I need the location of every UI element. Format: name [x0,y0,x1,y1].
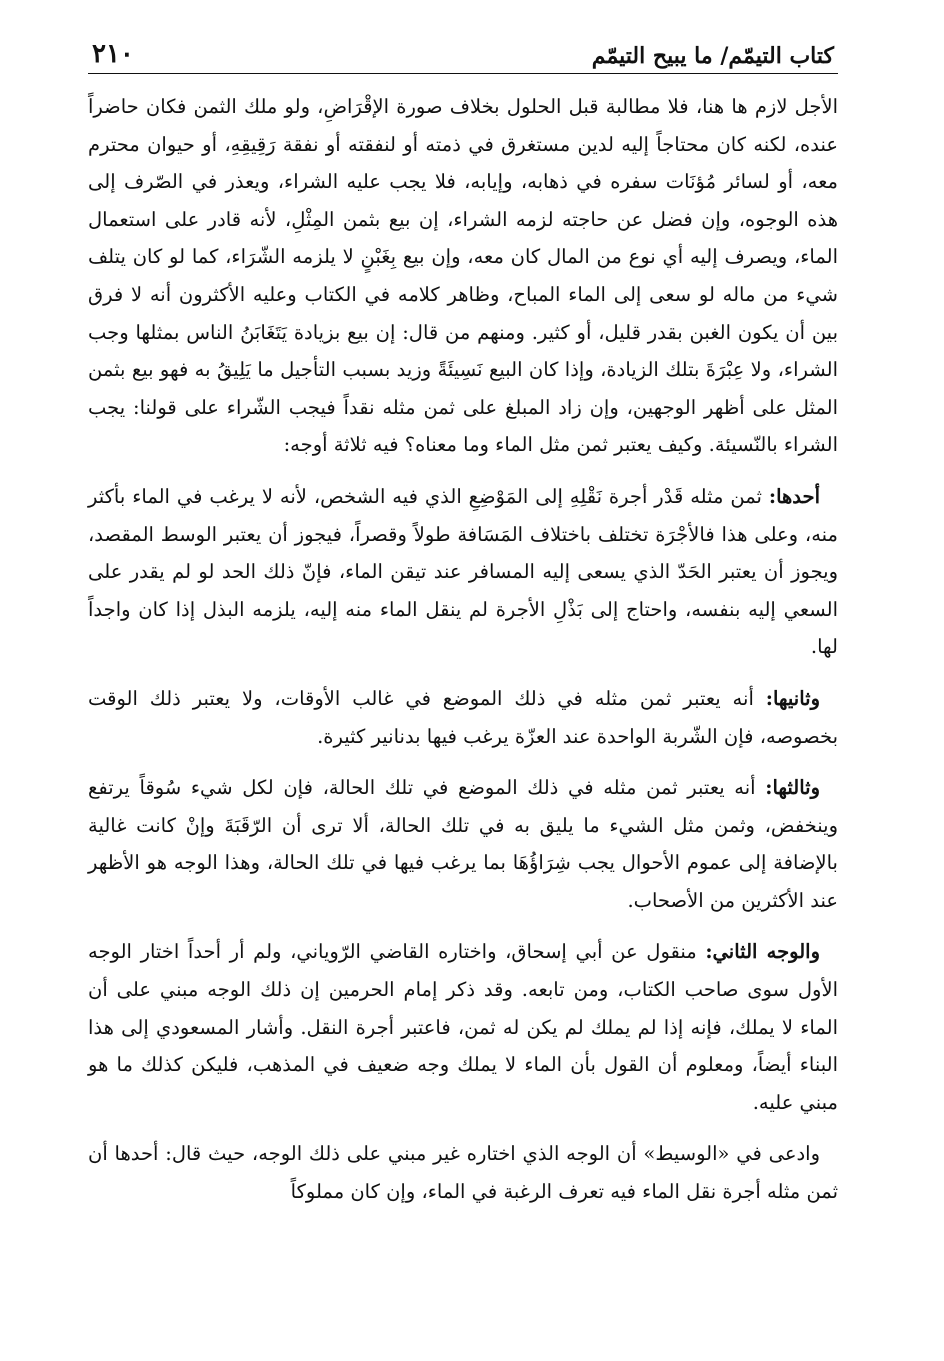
page-number: ٢١٠ [92,39,134,69]
paragraph-wasit-claim [88,1135,838,1210]
paragraph-text: أنه يعتبر ثمن مثله في ذلك الموضع في غالب الأوقات، ولا يعتبر ذلك الوقت بخصوصه، فإن الشّربة الواحدة عند العزّة يرغب فيها بدنانير كثيرة. [88,686,838,748]
paragraph-lead: أحدها: [768,484,821,508]
paragraph-third-aspect [88,769,838,919]
page-header [88,30,838,74]
paragraph-lead: وثانيها: [765,686,821,710]
paragraph-lead: وثالثها: [765,776,821,800]
paragraph-lead: والوجه الثاني: [705,940,820,964]
paragraph-text: الأجل لازم ها هنا، فلا مطالبة قبل الحلول بخلاف صورة الإقْرَاضِ، ولو ملك الثمن فكان حاضراً عنده، لكنه كان محتاجاً إليه لدين مستغرق في ذمته أو لنفقته أو نفقة رَقِيقِهِ، أو حيوان محترم معه، أو لسائر مُؤنَات سفره في ذهابه، وإيابه، فلا يجب عليه الشراء، ويعذر في الصّرف إلى هذه الوجوه، وإن فضل عن حاجته لزمه الشراء، إن بيع بثمن المِثْلِ، لأنه قادر على استعمال الماء، ويصرف إليه أي نوع من المال كان معه، وإن بيع بِغَبْنٍ لا يلزمه الشّرَاء، كما لو كان يتلف شيء من ماله لو سعى إلى الماء المباح، وظاهر كلامه في الكتاب وعليه الأكثرون أنه لا فرق بين أن يكون الغبن بقدر قليل، أو كثير. ومنهم من قال: إن بيع بزيادة يَتَغَابَنُ الناس بمثلها وجب الشراء، ولا عِبْرَةَ بتلك الزيادة، وإذا كان البيع نَسِيئَةً وزيد بسبب التأجيل ما يَلِيقُ به فهو بيع بثمن المثل على أظهر الوجهين، وإن زاد المبلغ على ثمن مثله نقداً فيجب الشّراء على قولنا: يجب الشراء بالنّسيئة. وكيف يعتبر ثمن مثل الماء وما معناه؟ فيه ثلاثة أوجه: [88,95,838,457]
paragraph-text: وادعى في «الوسيط» أن الوجه الذي اختاره غير مبني على ذلك الوجه، حيث قال: أحدها أن ثمن مثله أجرة نقل الماء فيه تعرف الرغبة في الماء، وإن كان مملوكاً [88,1142,838,1204]
paragraph-text: منقول عن أبي إسحاق، واختاره القاضي الرّوياني، ولم أر أحداً اختار الوجه الأول سوى صاحب الكتاب، ومن تابعه. وقد ذكر إمام الحرمين إن ذلك الوجه مبني على أن الماء لا يملك، فإنه إذا لم يملك لم يكن له ثمن، فاعتبر أجرة النقل. وأشار المسعودي إلى هذا البناء أيضاً، ومعلوم أن القول بأن الماء لا يملك وجه ضعيف في المذهب، فليكن كذلك ما هو مبني عليه. [88,940,838,1114]
paragraph-second-view [88,933,838,1121]
paragraph-text: أنه يعتبر ثمن مثله في ذلك الموضع في تلك الحالة، فإن لكل شيء سُوقاً يرتفع وينخفض، وثمن مثل الشيء ما يليق به في تلك الحالة، ألا ترى أن الرّقَبَةَ وإنْ كانت غالية بالإضافة إلى عموم الأحوال يجب شِرَاؤُهَا بما يرغب فيها في تلك الحالة، وهذا الوجه هو الأظهر عند الأكثرين من الأصحاب. [88,776,838,912]
paragraph-text: ثمن مثله قَدْر أجرة نَقْلِهِ إلى المَوْضِعِ الذي فيه الشخص، لأنه لا يرغب في الماء بأكثر منه، وعلى هذا فالأجْرَة تختلف باختلاف المَسَافة طولاً وقصراً، فيجوز أن يعتبر الوسط المقصد، ويجوز أن يعتبر الحَدّ الذي يسعى إليه المسافر عند تيقن الماء، فإنّ ذلك الحد لو لم يقدر على السعي إليه بنفسه، واحتاج إلى بَذْلِ الأجرة لم ينقل الماء منه إليه، يلزمه البذل إذا كان واجداً لها. [88,484,838,659]
paragraph-first-aspect [88,478,838,666]
paragraph-second-aspect [88,680,838,755]
running-title: كتاب التيمّم/ ما يبيح التيمّم [591,43,834,69]
paragraph-continuation [88,88,838,464]
page-body [88,88,838,1211]
book-page [88,30,838,1330]
